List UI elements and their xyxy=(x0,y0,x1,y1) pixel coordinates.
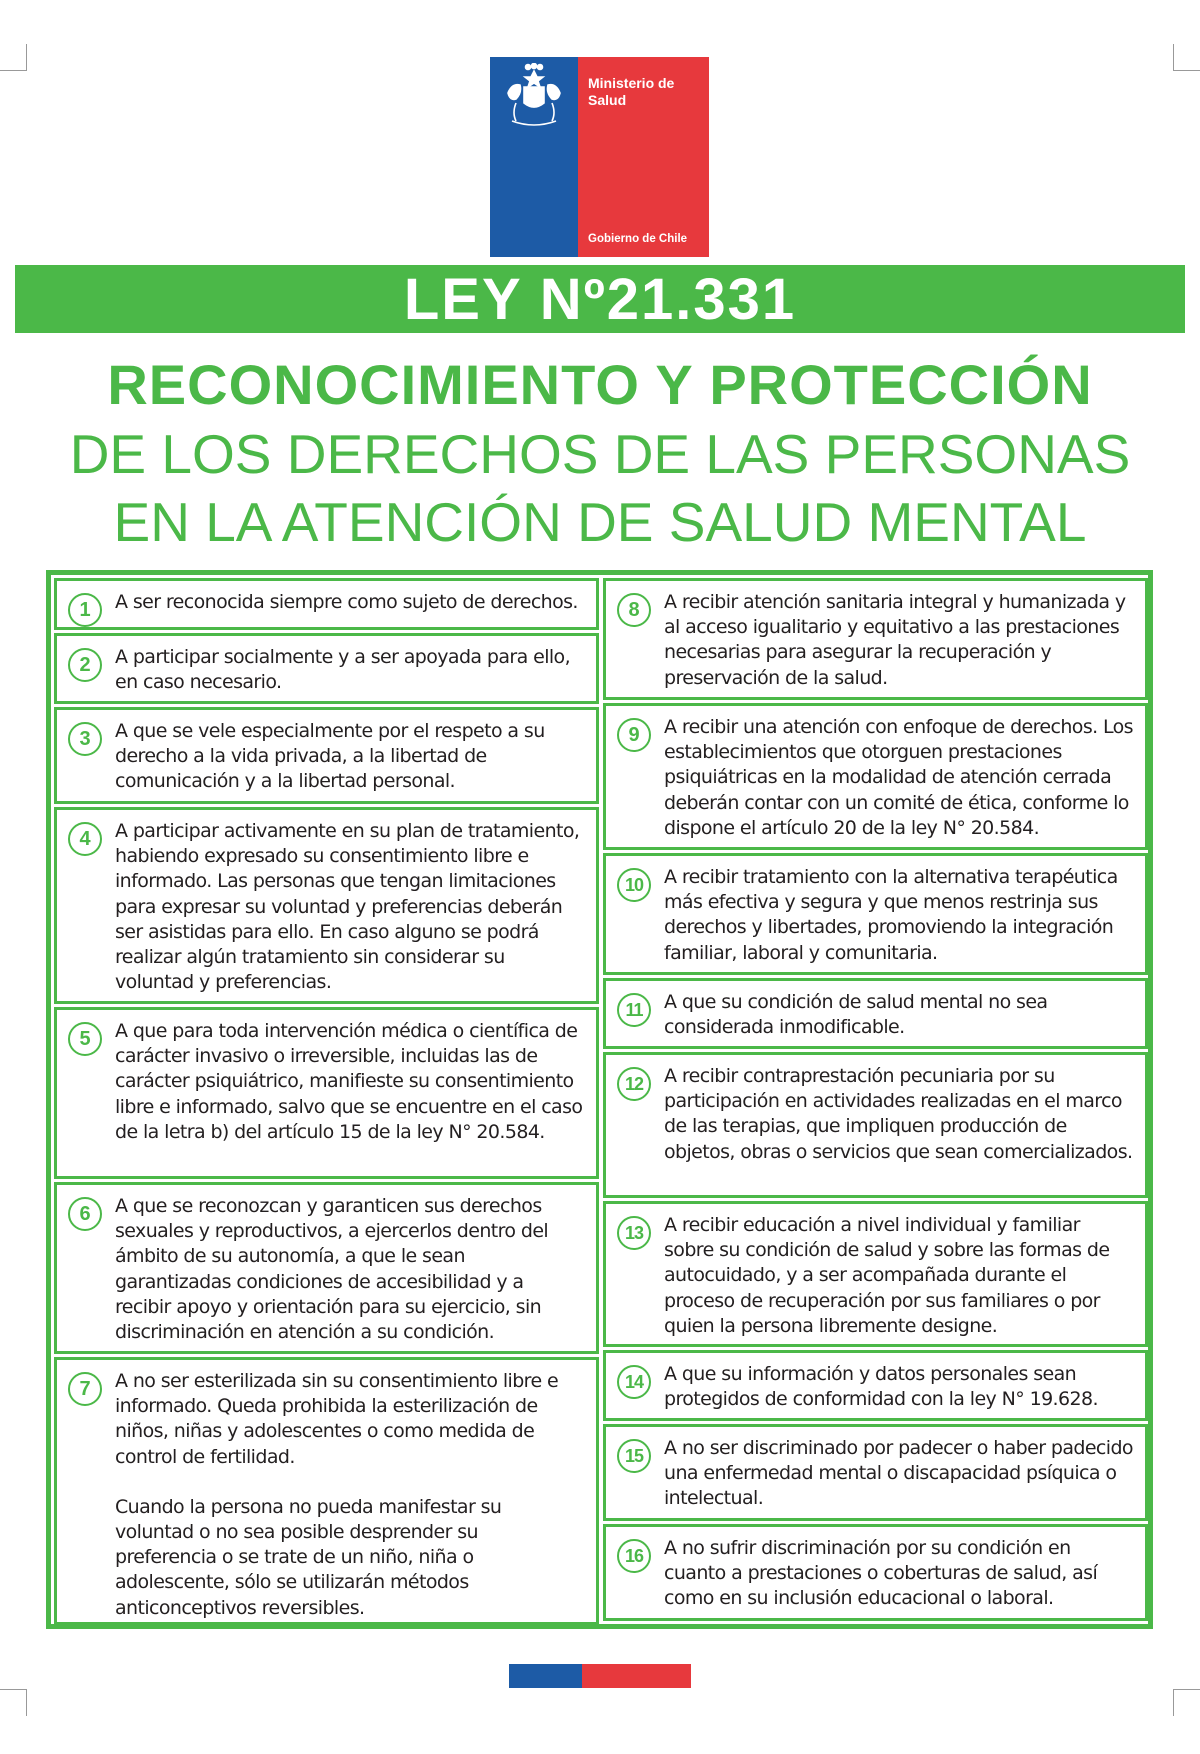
ministry-line-2: Salud xyxy=(588,92,627,108)
item-number: 12 xyxy=(617,1067,651,1101)
right-item-6 xyxy=(54,1182,599,1354)
footer-flag-blue xyxy=(509,1664,582,1688)
right-item-8 xyxy=(603,578,1148,700)
right-item-1 xyxy=(54,578,599,630)
right-item-13 xyxy=(603,1201,1148,1347)
item-text: A participar socialmente y a ser apoyada para ello, en caso necesario. xyxy=(115,646,571,694)
item-text: A participar activamente en su plan de tratamiento, habiendo expresado su consentimiento libre e informado. Las personas que tengan limitaciones para expresar su voluntad y preferencias deberán ser asistidas para ello. En caso alguno se podrá realizar algún tratamiento sin considerar su voluntad y preferencias. xyxy=(115,820,580,994)
ministry-line-1: Ministerio de xyxy=(588,75,675,91)
right-item-7 xyxy=(54,1357,599,1625)
right-item-4 xyxy=(54,807,599,1004)
rights-grid xyxy=(46,570,1153,1629)
item-number: 1 xyxy=(68,593,102,627)
crop-mark-top-right xyxy=(1173,44,1200,71)
footer-flag-strip xyxy=(509,1664,691,1688)
item-number: 9 xyxy=(617,718,651,752)
right-item-15 xyxy=(603,1424,1148,1521)
item-number: 3 xyxy=(68,722,102,756)
item-text-paragraph-1: A no ser esterilizada sin su consentimiento libre e informado. Queda prohibida la esterilización de niños, niñas y adolescentes o como medida de control de fertilidad. xyxy=(115,1370,559,1468)
item-number: 2 xyxy=(68,648,102,682)
item-text: A no ser discriminado por padecer o haber padecido una enfermedad mental o discapacidad psíquica o intelectual. xyxy=(664,1437,1133,1510)
item-text: A recibir una atención con enfoque de derechos. Los establecimientos que otorguen prestaciones psiquiátricas en la modalidad de atención cerrada deberán contar con un comité de ética, conforme lo dispone el artículo 20 de la ley N° 20.584. xyxy=(664,716,1133,839)
item-text xyxy=(115,1369,584,1621)
title-line-2: DE LOS DERECHOS DE LAS PERSONAS xyxy=(69,423,1131,485)
crop-mark-top-left xyxy=(0,44,27,71)
rights-column-left xyxy=(54,578,599,1621)
item-text: A que su información y datos personales sean protegidos de conformidad con la ley N° 19.628. xyxy=(664,1363,1098,1411)
right-item-16 xyxy=(603,1524,1148,1621)
right-item-9 xyxy=(603,703,1148,850)
item-number: 8 xyxy=(617,593,651,627)
right-item-5 xyxy=(54,1007,599,1179)
item-number: 13 xyxy=(617,1216,651,1250)
right-item-14 xyxy=(603,1350,1148,1421)
item-text: A que para toda intervención médica o científica de carácter invasivo o irreversible, incluidas las de carácter psiquiátrico, manifieste su consentimiento libre e informado, salvo que se encuentre en el caso de la letra b) del artículo 15 de la ley N° 20.584. xyxy=(115,1020,583,1143)
rights-column-right xyxy=(603,578,1148,1621)
law-banner xyxy=(15,265,1185,333)
item-text: A que su condición de salud mental no sea considerada inmodificable. xyxy=(664,991,1048,1039)
item-text: A ser reconocida siempre como sujeto de derechos. xyxy=(115,591,578,613)
item-text: A recibir atención sanitaria integral y humanizada y al acceso igualitario y equitativo a las prestaciones necesarias para asegurar la recuperación y preservación de la salud. xyxy=(664,591,1126,689)
item-number: 10 xyxy=(617,868,651,902)
item-number: 15 xyxy=(617,1439,651,1473)
item-number: 5 xyxy=(68,1022,102,1056)
logo-blue-field xyxy=(490,57,578,257)
item-number: 6 xyxy=(68,1197,102,1231)
item-text: A que se reconozcan y garanticen sus derechos sexuales y reproductivos, a ejercerlos dentro del ámbito de su autonomía, a que le sean garantizadas condiciones de accesibilidad y a recibir apoyo y orientación para su ejercicio, sin discriminación en atención a su condición. xyxy=(115,1195,549,1344)
right-item-3 xyxy=(54,707,599,804)
law-number: LEY Nº21.331 xyxy=(403,266,797,332)
title-line-1: RECONOCIMIENTO Y PROTECCIÓN xyxy=(107,353,1093,416)
right-item-2 xyxy=(54,633,599,704)
item-number: 14 xyxy=(617,1365,651,1399)
crop-mark-bottom-right xyxy=(1173,1689,1200,1716)
item-text: A recibir tratamiento con la alternativa terapéutica más efectiva y segura y que menos restrinja sus derechos y libertades, promoviendo la integración familiar, laboral y comunitaria. xyxy=(664,866,1118,964)
logo-ministry-text xyxy=(588,75,674,109)
ministry-logo xyxy=(490,57,709,257)
item-number: 4 xyxy=(68,822,102,856)
right-item-10 xyxy=(603,853,1148,975)
right-item-11 xyxy=(603,978,1148,1049)
item-text: A no sufrir discriminación por su condición en cuanto a prestaciones o coberturas de salud, así como en su inclusión educacional o laboral. xyxy=(664,1537,1098,1610)
item-number: 11 xyxy=(617,993,651,1027)
item-text-paragraph-2: Cuando la persona no pueda manifestar su voluntad o no sea posible desprender su preferencia o se trate de un niño, niña o adolescente, sólo se utilizarán métodos anticonceptivos reversibles. xyxy=(115,1495,502,1619)
item-text: A recibir educación a nivel individual y familiar sobre su condición de salud y sobre las formas de autocuidado, y a ser acompañada durante el proceso de recuperación por sus familiares o por quien la persona libremente designe. xyxy=(664,1214,1110,1337)
footer-flag-red xyxy=(582,1664,691,1688)
coat-of-arms-icon xyxy=(498,63,570,129)
title-line-3: EN LA ATENCIÓN DE SALUD MENTAL xyxy=(113,491,1087,553)
government-label: Gobierno de Chile xyxy=(588,233,688,245)
item-number: 16 xyxy=(617,1539,651,1573)
crop-mark-bottom-left xyxy=(0,1689,27,1716)
item-text: A recibir contraprestación pecuniaria por su participación en actividades realizadas en el marco de las terapias, que impliquen producción de objetos, obras o servicios que sean comercializados. xyxy=(664,1065,1133,1163)
item-text: A que se vele especialmente por el respeto a su derecho a la vida privada, a la libertad de comunicación y a la libertad personal. xyxy=(115,720,545,793)
right-item-12 xyxy=(603,1052,1148,1198)
item-number: 7 xyxy=(68,1372,102,1406)
